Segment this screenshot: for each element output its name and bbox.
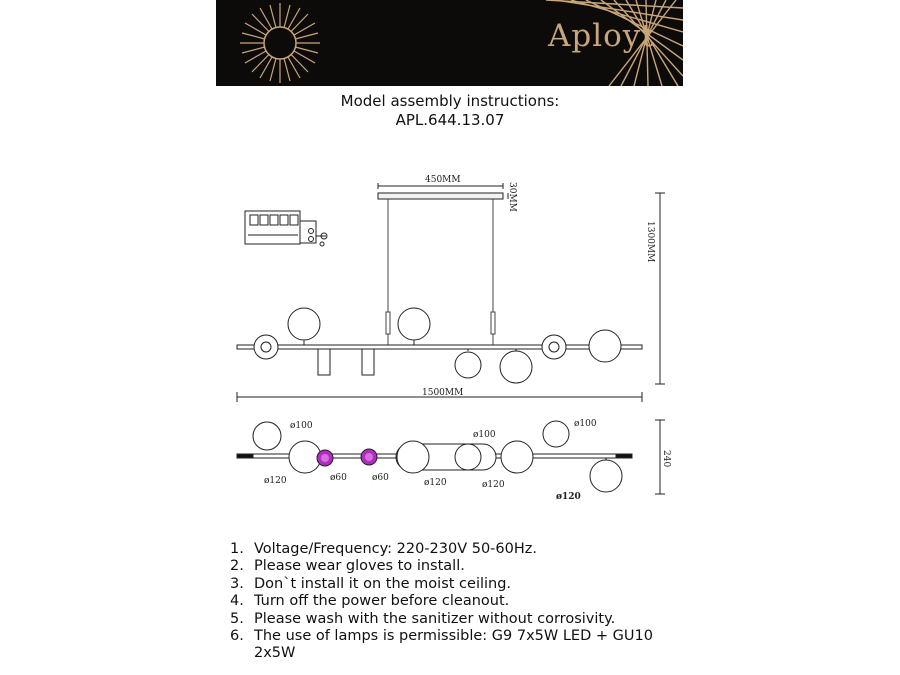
canopy bbox=[378, 183, 508, 199]
total-height-label: 1300MM bbox=[645, 221, 655, 263]
diameter-label-2: ø100 bbox=[473, 430, 496, 440]
canopy-height-label: 30MM bbox=[507, 182, 517, 212]
diameter-label-5: ø60 bbox=[330, 473, 347, 483]
canopy-width-label: 450MM bbox=[425, 175, 461, 185]
list-item: 2. Please wear gloves to install. bbox=[230, 558, 465, 575]
model-number: APL.644.13.07 bbox=[395, 111, 505, 129]
height-dimension-line bbox=[655, 193, 665, 384]
list-item: 6. The use of lamps is permissible: G9 7x5W LED + GU10 2x5W bbox=[230, 628, 653, 662]
total-length-label: 1500MM bbox=[422, 388, 464, 398]
depth-label: 240 bbox=[661, 450, 671, 468]
diameter-label-4: ø120 bbox=[264, 476, 287, 486]
instructions-list bbox=[230, 541, 654, 663]
list-item: 3. Don`t install it on the moist ceiling. bbox=[230, 575, 512, 592]
diameter-label-3: ø100 bbox=[574, 419, 597, 429]
list-item: 5. Please wash with the sanitizer without corrosivity. bbox=[230, 610, 616, 627]
terminal-block-diagram bbox=[245, 211, 327, 246]
page-title: Model assembly instructions: bbox=[340, 92, 560, 110]
diameter-label-8: ø120 bbox=[482, 480, 505, 490]
diameter-label-9: ø120 bbox=[556, 492, 581, 502]
list-item: 4. Turn off the power before cleanout. bbox=[230, 593, 510, 610]
diameter-label-1: ø100 bbox=[290, 421, 313, 431]
diameter-label-6: ø60 bbox=[372, 473, 389, 483]
diameter-label-7: ø120 bbox=[424, 478, 447, 488]
fixture-front-view bbox=[237, 308, 642, 383]
list-item: 1. Voltage/Frequency: 220-230V 50-60Hz. bbox=[230, 541, 537, 557]
brand-logo-text: Aployt bbox=[548, 18, 655, 54]
